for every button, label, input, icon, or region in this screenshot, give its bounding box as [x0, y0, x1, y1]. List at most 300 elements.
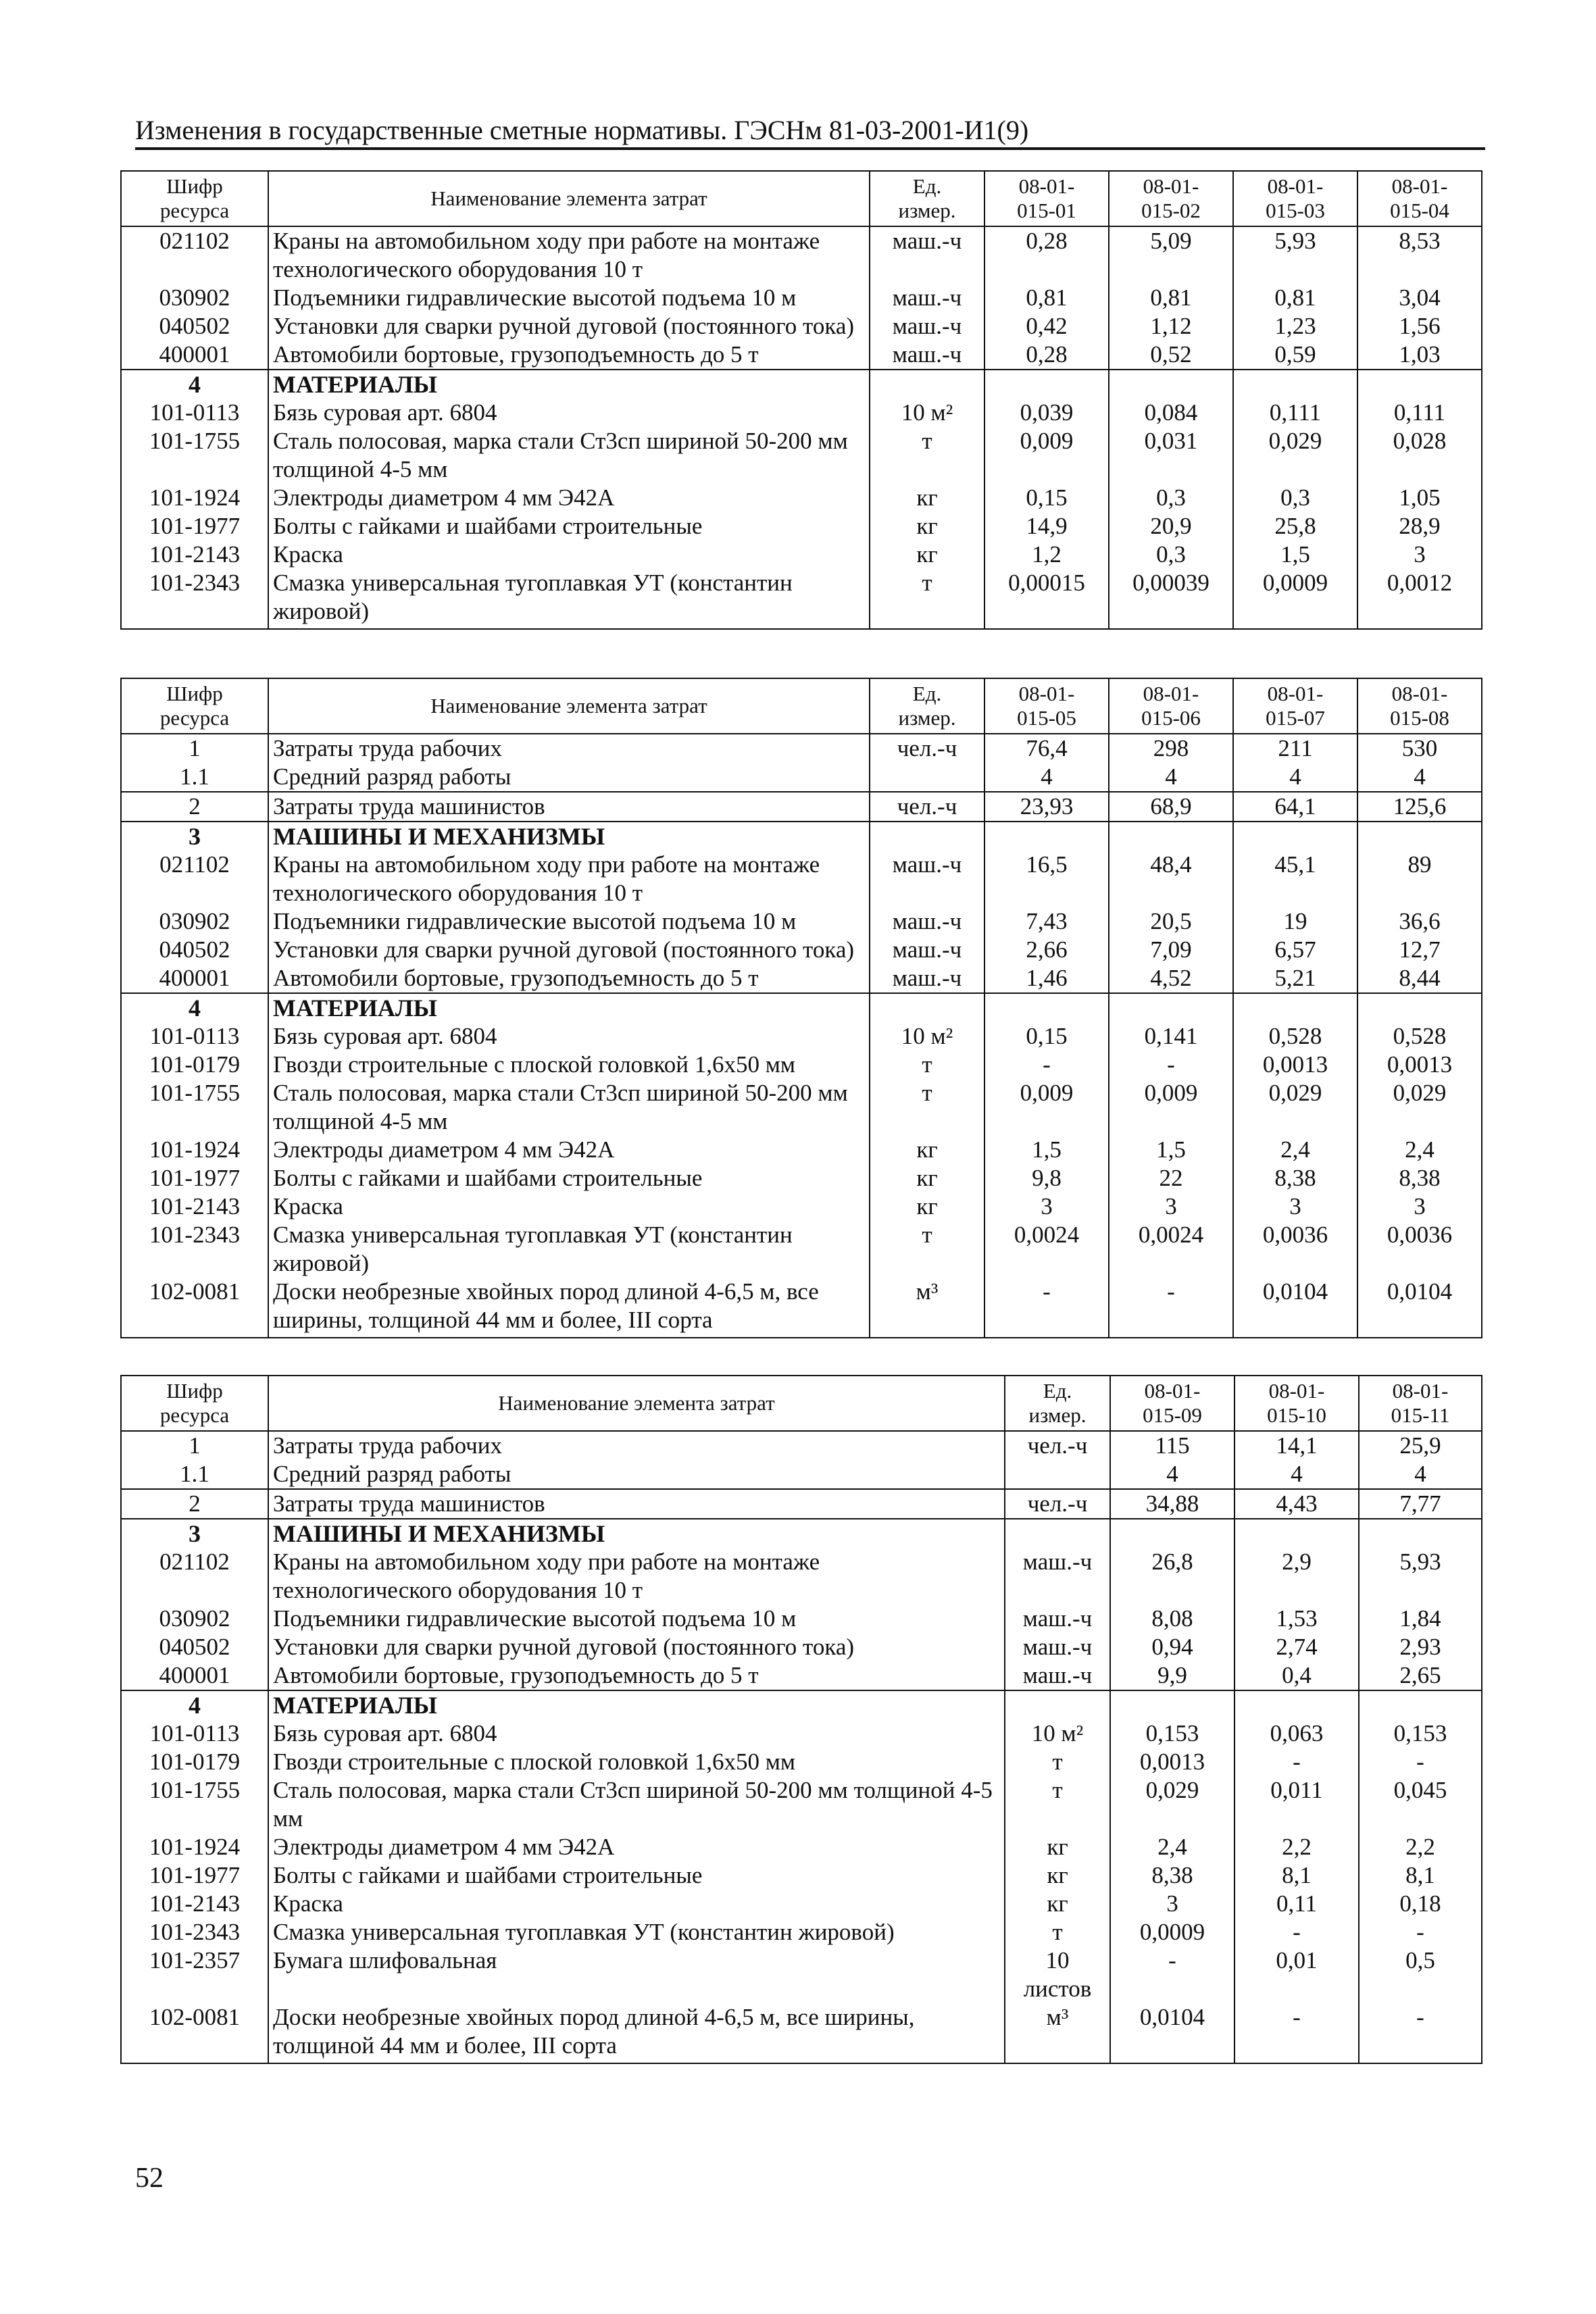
norm-value: 8,44: [1357, 964, 1482, 993]
unit-of-measure: чел.-ч: [1005, 1431, 1110, 1460]
norm-value: 7,77: [1359, 1489, 1482, 1519]
header-norm-code-line: 08-01-: [1143, 174, 1199, 198]
norm-value: 0,01: [1235, 1946, 1359, 2003]
resource-code: 400001: [121, 1661, 268, 1690]
norm-value: 0,009: [1109, 1079, 1233, 1136]
norm-value: 0,141: [1109, 1022, 1233, 1051]
header-norm-code: [984, 678, 1109, 734]
norm-value: 0,063: [1235, 1719, 1359, 1748]
norm-value: 0,029: [1233, 427, 1357, 484]
norm-value: 9,9: [1110, 1661, 1235, 1690]
norm-value: 125,6: [1357, 792, 1482, 822]
norm-value: 0,0104: [1110, 2003, 1235, 2063]
norm-value: -: [984, 1051, 1109, 1079]
resource-code: 102-0081: [121, 2003, 268, 2063]
unit-of-measure: кг: [1005, 1890, 1110, 1918]
norm-value: 0,18: [1359, 1890, 1482, 1918]
norm-value: -: [1109, 1051, 1233, 1079]
resource-name: Автомобили бортовые, грузоподъемность до 5 т: [268, 964, 870, 993]
norm-value: [1110, 1690, 1235, 1719]
norm-value: 19: [1233, 907, 1357, 936]
section-row: [121, 993, 1482, 1022]
table-row: [121, 1278, 1482, 1338]
norm-value: 4: [1359, 1460, 1482, 1489]
header-name: Наименование элемента затрат: [268, 171, 870, 226]
norm-value: 0,009: [984, 427, 1109, 484]
resource-code: 4: [121, 1690, 268, 1719]
resource-code: 102-0081: [121, 1278, 268, 1338]
section-row: [121, 1690, 1482, 1719]
header-norm-code-line: 08-01-: [1267, 174, 1324, 198]
header-code-line: Шифр: [166, 1379, 223, 1403]
table-row: [121, 734, 1482, 763]
table-row: [121, 341, 1482, 370]
norm-value: [1233, 370, 1357, 399]
table-row: [121, 792, 1482, 822]
norm-value: 2,2: [1235, 1833, 1359, 1861]
resource-name: Доски необрезные хвойных пород длиной 4-6,5 м, все ширины, толщиной 44 мм и более, III сорта: [268, 2003, 1005, 2063]
unit-of-measure: кг: [870, 512, 984, 540]
unit-of-measure: кг: [870, 1164, 984, 1192]
norm-value: 0,009: [984, 1079, 1109, 1136]
norm-value: 0,029: [1357, 1079, 1482, 1136]
header-norm-code: [1110, 1376, 1235, 1431]
norm-value: 211: [1233, 734, 1357, 763]
resource-name: Краска: [268, 1890, 1005, 1918]
norm-value: [1109, 822, 1233, 851]
resource-name: Установки для сварки ручной дуговой (постоянного тока): [268, 936, 870, 964]
norm-value: 1,56: [1357, 312, 1482, 341]
resource-name: Электроды диаметром 4 мм Э42А: [268, 484, 870, 512]
header-norm-code-line: 08-01-: [1143, 682, 1199, 705]
norm-value: 4: [1233, 763, 1357, 792]
norm-value: 0,045: [1359, 1776, 1482, 1833]
norm-value: 8,38: [1110, 1861, 1235, 1890]
unit-of-measure: кг: [1005, 1861, 1110, 1890]
unit-of-measure: 10 листов: [1005, 1946, 1110, 2003]
norm-value: 298: [1109, 734, 1233, 763]
table-row: [121, 964, 1482, 993]
resource-code: 3: [121, 1519, 268, 1548]
resource-code: 021102: [121, 851, 268, 907]
header-norm-code: [1109, 678, 1233, 734]
unit-of-measure: т: [870, 1051, 984, 1079]
norm-value: 0,5: [1359, 1946, 1482, 2003]
table-row: [121, 1221, 1482, 1278]
resource-name: Смазка универсальная тугоплавкая УТ (константин жировой): [268, 1918, 1005, 1946]
section-title: МАШИНЫ И МЕХАНИЗМЫ: [268, 1519, 1005, 1548]
norm-value: 2,4: [1233, 1136, 1357, 1164]
resource-code: 101-1977: [121, 1861, 268, 1890]
norm-value: 0,42: [984, 312, 1109, 341]
table-row: [121, 1946, 1482, 2003]
unit-of-measure: [870, 370, 984, 399]
norm-value: 3: [984, 1192, 1109, 1221]
section-row: [121, 370, 1482, 399]
table-row: [121, 1489, 1482, 1519]
header-code: [121, 1376, 268, 1431]
unit-of-measure: маш.-ч: [1005, 1633, 1110, 1661]
norm-value: 7,09: [1109, 936, 1233, 964]
norm-value: 0,0024: [1109, 1221, 1233, 1278]
norm-value: 0,031: [1109, 427, 1233, 484]
norm-value: -: [1359, 1918, 1482, 1946]
norm-value: -: [1359, 2003, 1482, 2063]
header-norm-code-line: 015-02: [1141, 199, 1201, 222]
norm-value: 0,52: [1109, 341, 1233, 370]
norm-value: 2,4: [1357, 1136, 1482, 1164]
norm-value: [1235, 1690, 1359, 1719]
header-norm-code-line: 08-01-: [1018, 174, 1075, 198]
resource-name: Болты с гайками и шайбами строительные: [268, 1861, 1005, 1890]
unit-of-measure: кг: [870, 484, 984, 512]
unit-of-measure: [870, 993, 984, 1022]
norm-value: 14,1: [1235, 1431, 1359, 1460]
section-title: МАТЕРИАЛЫ: [268, 993, 870, 1022]
norm-value: 1,53: [1235, 1605, 1359, 1633]
resource-code: 040502: [121, 936, 268, 964]
table-row: [121, 1548, 1482, 1605]
resource-name: Электроды диаметром 4 мм Э42А: [268, 1136, 870, 1164]
table-row: [121, 427, 1482, 484]
norm-value: 36,6: [1357, 907, 1482, 936]
norm-value: 4: [1109, 763, 1233, 792]
norm-value: [984, 370, 1109, 399]
norm-value: 2,93: [1359, 1633, 1482, 1661]
norm-value: 115: [1110, 1431, 1235, 1460]
resource-code: 101-1977: [121, 1164, 268, 1192]
norm-value: 1,23: [1233, 312, 1357, 341]
norm-value: 5,93: [1233, 226, 1357, 284]
header-norm-code: [1233, 678, 1357, 734]
resource-code: 030902: [121, 284, 268, 312]
resource-code: 1: [121, 1431, 268, 1460]
unit-of-measure: [1005, 1690, 1110, 1719]
resource-name: Затраты труда машинистов: [268, 792, 870, 822]
header-unit: [870, 171, 984, 226]
resource-code: 101-1755: [121, 1776, 268, 1833]
header-norm-code-line: 015-08: [1390, 706, 1449, 730]
resource-name: Доски необрезные хвойных пород длиной 4-6,5 м, все ширины, толщиной 44 мм и более, III сорта: [268, 1278, 870, 1338]
table-row: [121, 1633, 1482, 1661]
header-norm-code-line: 08-01-: [1268, 1379, 1325, 1403]
resource-name: Подъемники гидравлические высотой подъема 10 м: [268, 1605, 1005, 1633]
norm-value: [1233, 822, 1357, 851]
unit-of-measure: т: [870, 569, 984, 629]
norm-value: 0,153: [1110, 1719, 1235, 1748]
resource-code: 101-0113: [121, 1719, 268, 1748]
unit-of-measure: т: [1005, 1776, 1110, 1833]
header-norm-code-line: 015-03: [1266, 199, 1325, 222]
norm-value: 1,2: [984, 540, 1109, 569]
norm-value: 8,1: [1359, 1861, 1482, 1890]
resource-code: 400001: [121, 964, 268, 993]
norm-value: 0,00015: [984, 569, 1109, 629]
header-norm-code-line: 015-10: [1267, 1403, 1326, 1427]
norm-value: 25,9: [1359, 1431, 1482, 1460]
table-row: [121, 1164, 1482, 1192]
norm-value: 0,59: [1233, 341, 1357, 370]
header-norm-code-line: 015-11: [1391, 1403, 1450, 1427]
norm-value: [1357, 370, 1482, 399]
resource-code: 101-2143: [121, 1890, 268, 1918]
norm-value: 1,05: [1357, 484, 1482, 512]
norm-value: 0,28: [984, 341, 1109, 370]
norm-value: 0,0009: [1233, 569, 1357, 629]
norm-value: -: [1109, 1278, 1233, 1338]
norm-value: [1109, 370, 1233, 399]
unit-of-measure: м³: [1005, 2003, 1110, 2063]
header-norm-code-line: 08-01-: [1392, 1379, 1449, 1403]
table-row: [121, 1861, 1482, 1890]
norm-value: 5,21: [1233, 964, 1357, 993]
norm-value: 14,9: [984, 512, 1109, 540]
table-row: [121, 1605, 1482, 1633]
resource-name: Электроды диаметром 4 мм Э42А: [268, 1833, 1005, 1861]
unit-of-measure: маш.-ч: [870, 964, 984, 993]
table-row: [121, 226, 1482, 284]
table-row: [121, 512, 1482, 540]
header-norm-code-line: 08-01-: [1391, 174, 1448, 198]
header-norm-code-line: 015-01: [1017, 199, 1076, 222]
norm-value: 28,9: [1357, 512, 1482, 540]
document-header: Изменения в государственные сметные нормативы. ГЭСНм 81-03-2001-И1(9): [135, 114, 1485, 150]
header-code: [121, 171, 268, 226]
resource-code: 3: [121, 822, 268, 851]
norm-value: 3,04: [1357, 284, 1482, 312]
header-norm-code-line: 08-01-: [1267, 682, 1324, 705]
norm-value: 0,3: [1109, 540, 1233, 569]
resource-name: Краска: [268, 1192, 870, 1221]
norm-value: 0,084: [1109, 399, 1233, 427]
resource-name: Средний разряд работы: [268, 763, 870, 792]
resource-code: 030902: [121, 907, 268, 936]
norm-value: 9,8: [984, 1164, 1109, 1192]
norm-value: 6,57: [1233, 936, 1357, 964]
table-row: [121, 907, 1482, 936]
norm-value: 8,1: [1235, 1861, 1359, 1890]
section-title: МАТЕРИАЛЫ: [268, 1690, 1005, 1719]
header-unit: [870, 678, 984, 734]
norm-value: 4: [984, 763, 1109, 792]
resource-code: 1.1: [121, 1460, 268, 1489]
unit-of-measure: т: [870, 427, 984, 484]
header-norm-code: [1233, 171, 1357, 226]
unit-of-measure: 10 м²: [870, 399, 984, 427]
unit-of-measure: [870, 763, 984, 792]
unit-of-measure: кг: [870, 540, 984, 569]
unit-of-measure: кг: [870, 1192, 984, 1221]
header-unit-line: Ед.: [912, 682, 942, 705]
norm-value: 0,0013: [1233, 1051, 1357, 1079]
unit-of-measure: чел.-ч: [1005, 1489, 1110, 1519]
norm-value: 64,1: [1233, 792, 1357, 822]
section-row: [121, 822, 1482, 851]
norm-value: 0,81: [1109, 284, 1233, 312]
resource-name: Смазка универсальная тугоплавкая УТ (константин жировой): [268, 569, 870, 629]
resource-code: 4: [121, 993, 268, 1022]
norm-value: 34,88: [1110, 1489, 1235, 1519]
resource-code: 040502: [121, 312, 268, 341]
table-row: [121, 1431, 1482, 1460]
norm-value: 0,0013: [1357, 1051, 1482, 1079]
table-row: [121, 1136, 1482, 1164]
header-norm-code-line: 015-07: [1266, 706, 1325, 730]
norm-value: -: [1235, 2003, 1359, 2063]
resource-name: Бязь суровая арт. 6804: [268, 1719, 1005, 1748]
norm-value: 4,43: [1235, 1489, 1359, 1519]
norm-value: 45,1: [1233, 851, 1357, 907]
header-code-line: ресурса: [159, 1403, 230, 1427]
norm-value: 12,7: [1357, 936, 1482, 964]
norm-value: 0,94: [1110, 1633, 1235, 1661]
norm-value: 8,38: [1357, 1164, 1482, 1192]
norm-value: -: [1359, 1748, 1482, 1776]
norm-value: [1110, 1519, 1235, 1548]
norm-value: 530: [1357, 734, 1482, 763]
unit-of-measure: маш.-ч: [1005, 1548, 1110, 1605]
unit-of-measure: маш.-ч: [870, 226, 984, 284]
resource-code: 021102: [121, 1548, 268, 1605]
table-row: [121, 284, 1482, 312]
norm-value: 1,5: [1109, 1136, 1233, 1164]
norm-value: 0,3: [1109, 484, 1233, 512]
resource-code: 101-1977: [121, 512, 268, 540]
norm-value: 8,38: [1233, 1164, 1357, 1192]
table-row: [121, 484, 1482, 512]
resource-name: Сталь полосовая, марка стали Ст3сп шириной 50-200 мм толщиной 4-5 мм: [268, 427, 870, 484]
resource-code: 101-1924: [121, 1833, 268, 1861]
resource-table-1: [120, 170, 1482, 630]
section-row: [121, 1519, 1482, 1548]
header-name: Наименование элемента затрат: [268, 1376, 1005, 1431]
norm-value: 48,4: [1109, 851, 1233, 907]
unit-of-measure: т: [1005, 1748, 1110, 1776]
resource-code: 101-2357: [121, 1946, 268, 2003]
resource-name: Бязь суровая арт. 6804: [268, 399, 870, 427]
table-row: [121, 851, 1482, 907]
table-row: [121, 312, 1482, 341]
norm-value: 20,5: [1109, 907, 1233, 936]
norm-value: 0,028: [1357, 427, 1482, 484]
norm-value: 3: [1233, 1192, 1357, 1221]
norm-value: 23,93: [984, 792, 1109, 822]
table-row: [121, 1833, 1482, 1861]
norm-value: 3: [1110, 1890, 1235, 1918]
norm-value: 0,0104: [1233, 1278, 1357, 1338]
resource-code: 101-0113: [121, 1022, 268, 1051]
resource-name: Бумага шлифовальная: [268, 1946, 1005, 2003]
resource-code: 030902: [121, 1605, 268, 1633]
norm-value: 0,039: [984, 399, 1109, 427]
resource-name: Подъемники гидравлические высотой подъема 10 м: [268, 284, 870, 312]
section-title: МАТЕРИАЛЫ: [268, 370, 870, 399]
unit-of-measure: маш.-ч: [1005, 1661, 1110, 1690]
resource-name: Автомобили бортовые, грузоподъемность до 5 т: [268, 1661, 1005, 1690]
norm-value: 2,9: [1235, 1548, 1359, 1605]
norm-value: [1235, 1519, 1359, 1548]
resource-name: Установки для сварки ручной дуговой (постоянного тока): [268, 312, 870, 341]
resource-name: Краска: [268, 540, 870, 569]
resource-code: 1.1: [121, 763, 268, 792]
resource-code: 101-1924: [121, 1136, 268, 1164]
header-norm-code: [1359, 1376, 1482, 1431]
norm-value: [1359, 1519, 1482, 1548]
resource-name: Затраты труда машинистов: [268, 1489, 1005, 1519]
page-number: 52: [135, 2163, 164, 2194]
header-code-line: ресурса: [159, 706, 230, 730]
header-unit: [1005, 1376, 1110, 1431]
header-norm-code-line: 08-01-: [1144, 1379, 1201, 1403]
norm-value: 7,43: [984, 907, 1109, 936]
norm-value: 25,8: [1233, 512, 1357, 540]
table-row: [121, 2003, 1482, 2063]
norm-value: 26,8: [1110, 1548, 1235, 1605]
header-norm-code: [1109, 171, 1233, 226]
resource-code: 101-1755: [121, 427, 268, 484]
table-row: [121, 936, 1482, 964]
resource-code: 101-2143: [121, 1192, 268, 1221]
header-norm-code-line: 015-06: [1141, 706, 1201, 730]
norm-value: 4: [1235, 1460, 1359, 1489]
norm-value: 5,09: [1109, 226, 1233, 284]
norm-value: 0,0009: [1110, 1918, 1235, 1946]
table-row: [121, 1051, 1482, 1079]
resource-code: 1: [121, 734, 268, 763]
resource-code: 400001: [121, 341, 268, 370]
norm-value: 0,0036: [1233, 1221, 1357, 1278]
norm-value: 0,81: [984, 284, 1109, 312]
norm-value: 1,84: [1359, 1605, 1482, 1633]
norm-value: 2,66: [984, 936, 1109, 964]
unit-of-measure: т: [870, 1079, 984, 1136]
norm-value: 89: [1357, 851, 1482, 907]
header-norm-code-line: 015-09: [1143, 1403, 1202, 1427]
norm-value: 0,153: [1359, 1719, 1482, 1748]
header-norm-code: [1235, 1376, 1359, 1431]
table-header-row: [121, 1376, 1482, 1431]
norm-value: 0,0012: [1357, 569, 1482, 629]
resource-code: 101-1755: [121, 1079, 268, 1136]
resource-name: Гвозди строительные с плоской головкой 1,6х50 мм: [268, 1051, 870, 1079]
header-unit-line: Ед.: [912, 174, 942, 198]
resource-name: Сталь полосовая, марка стали Ст3сп шириной 50-200 мм толщиной 4-5 мм: [268, 1079, 870, 1136]
header-code-line: ресурса: [159, 199, 230, 222]
norm-value: 0,029: [1110, 1776, 1235, 1833]
resource-name: Краны на автомобильном ходу при работе на монтаже технологического оборудования 10 т: [268, 1548, 1005, 1605]
norm-value: 2,65: [1359, 1661, 1482, 1690]
unit-of-measure: 10 м²: [1005, 1719, 1110, 1748]
resource-code: 101-0113: [121, 399, 268, 427]
resource-code: 021102: [121, 226, 268, 284]
norm-value: 0,011: [1235, 1776, 1359, 1833]
norm-value: 8,08: [1110, 1605, 1235, 1633]
header-norm-code-line: 08-01-: [1018, 682, 1075, 705]
norm-value: 0,4: [1235, 1661, 1359, 1690]
table-row: [121, 569, 1482, 629]
header-code-line: Шифр: [166, 174, 223, 198]
norm-value: 0,11: [1235, 1890, 1359, 1918]
resource-name: Затраты труда рабочих: [268, 734, 870, 763]
norm-value: 0,0013: [1110, 1748, 1235, 1776]
norm-value: 0,0104: [1357, 1278, 1482, 1338]
header-unit-line: Ед.: [1043, 1379, 1072, 1403]
resource-code: 040502: [121, 1633, 268, 1661]
norm-value: 1,5: [984, 1136, 1109, 1164]
norm-value: 4: [1357, 763, 1482, 792]
norm-value: 5,93: [1359, 1548, 1482, 1605]
table-row: [121, 1719, 1482, 1748]
